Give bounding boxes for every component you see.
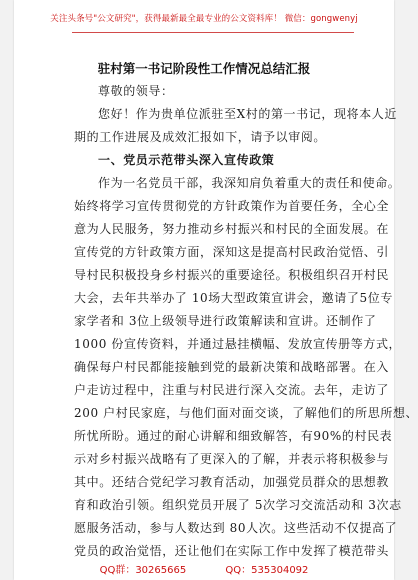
paragraph-line: 始终将学习宣传贯彻党的方针政策作为首要任务，全心全 [74, 199, 390, 213]
document-body [74, 80, 418, 563]
paragraph-line: 您好！作为贵单位派驻至X村的第一书记，现将本人近 [98, 107, 397, 121]
header-divider [72, 32, 354, 33]
footer-contacts [14, 561, 394, 576]
footer-qq-group: QQ群：30265665 [99, 565, 187, 576]
paragraph-line: 1000 份宣传资料，并通过悬挂横幅、发放宣传册等方式， [74, 337, 402, 351]
paragraph-line: 大会，去年共举办了 10场大型政策宣讲会，邀请了5位专 [74, 291, 393, 305]
paragraph-line: 确保每户村民都能接触到党的最新决策和战略部署。在入 [74, 360, 390, 374]
header-banner: 关注头条号"公文研究"，获得最新最全最专业的公文资料库！ 微信：gongwenyj [50, 14, 358, 24]
paragraph-line: 宣传党的方针政策方面，深知这是提高村民政治觉悟、引 [74, 245, 390, 259]
paragraph-line: 所忧所盼。通过的耐心讲解和细致解答，有90%的村民表 [74, 429, 393, 443]
paragraph-line: 作为一名党员干部，我深知肩负着重大的责任和使命。 [98, 176, 401, 190]
paragraph-line: 期的工作进展及成效汇报如下，请予以审阅。 [74, 130, 327, 144]
paragraph-line: 200 户村民家庭，与他们面对面交谈，了解他们的所思所想、 [74, 406, 418, 420]
paragraph-line: 意为人民服务，努力推动乡村振兴和村民的全面发展。在 [74, 222, 390, 236]
footer-qq: QQ：535304092 [225, 565, 309, 576]
paragraph-line: 党员的政治觉悟，还让他们在实际工作中发挥了模范带头 [74, 544, 390, 558]
paragraph-line: 育和政治引领。组织党员开展了 5次学习交流活动和 3次志 [74, 498, 402, 512]
paragraph-line: 示对乡村振兴战略有了更深入的了解，并表示将积极参与 [74, 452, 390, 466]
document-page [14, 0, 418, 580]
document-title: 驻村第一书记阶段性工作情况总结汇报 [97, 61, 311, 76]
paragraph-line: 家学者和 3位上级领导进行政策解读和宣讲。还制作了 [74, 314, 377, 328]
paragraph-line: 导村民积极投身乡村振兴的重要途径。积极组织召开村民 [74, 268, 390, 282]
paragraph-line: 其中。还结合党纪学习教育活动，加强党员群众的思想教 [74, 475, 390, 489]
section-heading: 一、党员示范带头深入宣传政策 [98, 153, 275, 167]
paragraph-line: 愿服务活动，参与人数达到 80人次。这些活动不仅提高了 [74, 521, 398, 535]
paragraph-line: 户走访过程中，注重与村民进行深入交流。去年，走访了 [74, 383, 390, 397]
paragraph-line: 尊敬的领导： [98, 84, 174, 98]
